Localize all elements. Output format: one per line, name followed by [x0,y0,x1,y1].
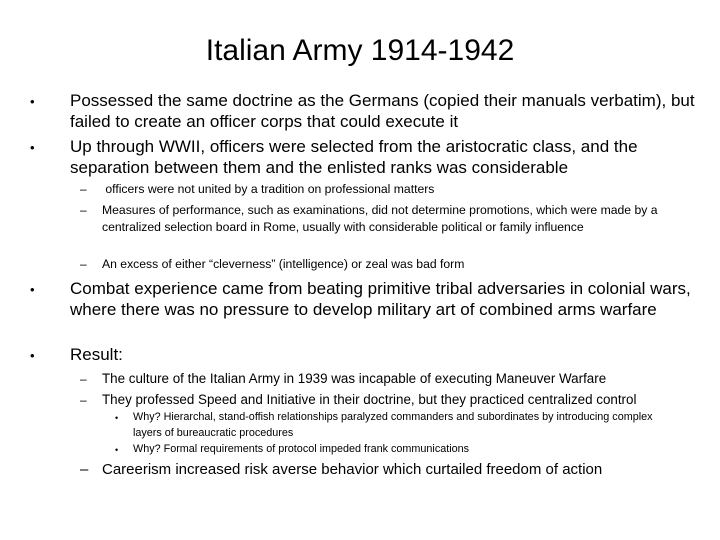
dash-marker: – [80,372,87,386]
dash-marker: – [80,461,89,478]
sub-bullet-text: Measures of performance, such as examinations, did not determine promotions, which were made by a centralized selection board in Rome, usually with considerable political or family influence [102,203,658,234]
sub-sub-bullet-text: Why? Formal requirements of protocol impeded frank communications [133,443,470,455]
sub-bullet-text: Careerism increased risk averse behavior which curtailed freedom of action [102,461,603,478]
bullet-marker: • [30,94,35,109]
dash-marker: – [80,393,87,407]
bullet-marker: • [115,445,119,455]
bullet-text: Possessed the same doctrine as the Germans (copied their manuals verbatim), but failed to create an officer corps that could execute it [70,91,695,131]
sub-bullet-text: They professed Speed and Initiative in their doctrine, but they practiced centralized control [102,392,637,407]
dash-marker: – [80,182,87,196]
sub-bullet-text: officers were not united by a tradition on professional matters [102,182,435,196]
bullet-marker: • [30,348,35,363]
dash-marker: – [80,257,87,271]
sub-bullet-text: The culture of the Italian Army in 1939 was incapable of executing Maneuver Warfare [102,371,607,386]
dash-marker: – [80,203,87,217]
slide-title: Italian Army 1914-1942 [205,34,515,67]
sub-bullet-text: An excess of either “cleverness” (intelligence) or zeal was bad form [102,257,465,271]
sub-sub-bullet-text: Why? Hierarchal, stand-offish relationships paralyzed commanders and subordinates by introducing complex layers of bureaucratic procedures [133,411,653,439]
bullet-text: Result: [70,345,123,364]
bullet-marker: • [30,140,35,155]
bullet-text: Up through WWII, officers were selected from the aristocratic class, and the separation between them and the enlisted ranks was considerable [70,137,638,177]
bullet-marker: • [30,282,35,297]
bullet-marker: • [115,413,119,423]
bullet-text: Combat experience came from beating primitive tribal adversaries in colonial wars, where there was no pressure to develop military art of combined arms warfare [70,279,691,319]
